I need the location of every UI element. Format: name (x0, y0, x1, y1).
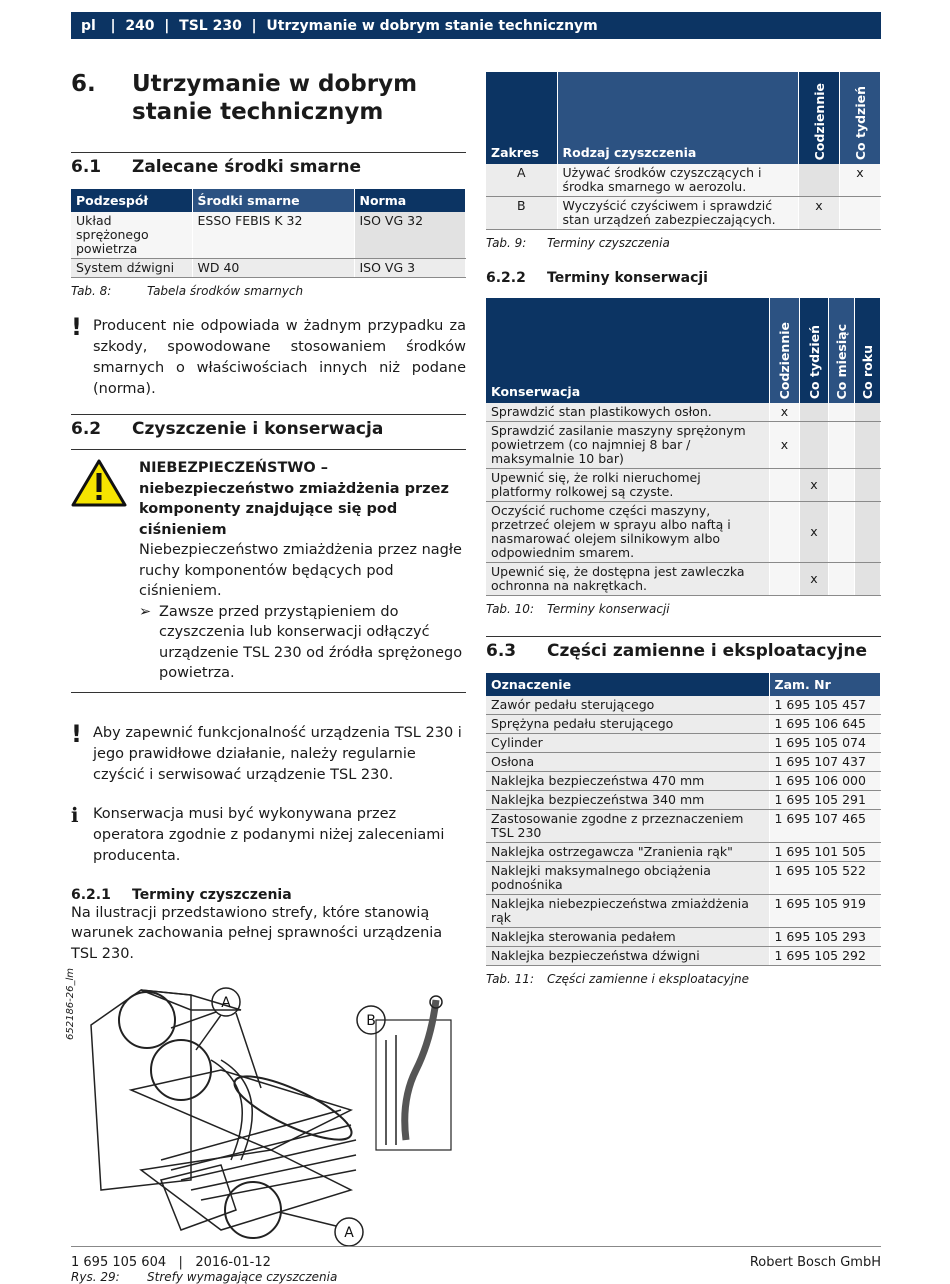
note-text: Aby zapewnić funkcjonalność urządzenia TSL 230 i jego prawidłowe działanie, należy regularnie czyścić i serwisować urządzenie TSL 230. (93, 724, 462, 783)
arrow-icon: ➢ (139, 603, 152, 620)
table-cell: Naklejki maksymalnego obciążenia podnośnika (486, 862, 769, 895)
caption-text: Terminy konserwacji (547, 602, 670, 616)
table-cell: 1 695 101 505 (769, 843, 881, 862)
table-cell: 1 695 105 457 (769, 696, 881, 715)
left-column (65, 60, 466, 1284)
table-cell (829, 469, 855, 502)
warning-triangle-icon (71, 458, 139, 684)
table-row (486, 810, 881, 843)
table-header (799, 72, 840, 164)
table-cell (800, 422, 829, 469)
table-row (486, 696, 881, 715)
table-cell: Naklejka bezpieczeństwa 340 mm (486, 791, 769, 810)
table-row (486, 502, 881, 563)
table-cell: x (840, 164, 881, 197)
figure-label-a: A (344, 1225, 354, 1241)
spare-parts-table (486, 673, 881, 966)
warning-text: Niebezpieczeństwo zmiażdżenia przez nagłe ruchy komponentów będących pod ciśnieniem. (139, 542, 462, 599)
table-cell: Oczyścić ruchome części maszyny, przetrzeć olejem w sprayu albo naftą i nasmarować olejem silnikowym albo odpowiednim smarem. (486, 502, 770, 563)
caution-note (71, 313, 466, 400)
table-row (486, 947, 881, 966)
section-number: 6.2.1 (71, 886, 111, 903)
table-cell: 1 695 106 645 (769, 715, 881, 734)
table-header-text: Co roku (860, 344, 875, 399)
section-title: Terminy konserwacji (547, 270, 708, 286)
section-number: 6. (71, 71, 96, 97)
section-title: Części zamienne i eksploatacyjne (547, 641, 867, 661)
table-cell: Cylinder (486, 734, 769, 753)
caption-label: Tab. 10: (486, 602, 534, 616)
table-cell: A (486, 164, 557, 197)
warning-body (139, 458, 466, 684)
table-cell (855, 563, 881, 596)
figure-label-b: B (366, 1013, 376, 1029)
caption-text: Terminy czyszczenia (547, 236, 670, 250)
table-header: Podzespół (71, 189, 192, 212)
footer-sep: | (170, 1255, 192, 1270)
table-cell: Układ sprężonego powietrza (71, 212, 192, 259)
table-cell: x (800, 469, 829, 502)
table-header (840, 72, 881, 164)
table-cell: Upewnić się, że dostępna jest zawleczka ochronna na nakrętkach. (486, 563, 770, 596)
table-cell: 1 695 107 437 (769, 753, 881, 772)
exclamation-icon: ! (71, 719, 82, 748)
table-header: Rodzaj czyszczenia (557, 72, 799, 164)
table-caption (71, 284, 466, 298)
table-row (486, 791, 881, 810)
table-cell (829, 422, 855, 469)
table-header-text: Co miesiąc (834, 323, 849, 399)
table-cell: Osłona (486, 753, 769, 772)
page-header (71, 12, 881, 39)
table-header (770, 298, 800, 403)
warning-title: NIEBEZPIECZEŃSTWO – niebezpieczeństwo zmiażdżenia przez komponenty znajdujące się pod ciśnieniem (139, 460, 449, 538)
table-cell: Upewnić się, że rolki nieruchomej platformy rolkowej są czyste. (486, 469, 770, 502)
table-cell: 1 695 105 291 (769, 791, 881, 810)
table-cell: x (800, 502, 829, 563)
header-sep: | (154, 17, 180, 34)
table-cell: Naklejka niebezpieczeństwa zmiażdżenia rąk (486, 895, 769, 928)
caption-label: Tab. 11: (486, 972, 534, 986)
table-caption (486, 602, 881, 616)
table-cell: x (770, 403, 800, 422)
table-cell: x (770, 422, 800, 469)
table-cell: Naklejka bezpieczeństwa dźwigni (486, 947, 769, 966)
table-cell: 1 695 107 465 (769, 810, 881, 843)
table-row (486, 715, 881, 734)
info-note (71, 804, 466, 867)
table-header: Zam. Nr (769, 673, 881, 696)
table-cell (770, 563, 800, 596)
table-caption (486, 972, 881, 986)
section-title: Terminy czyszczenia (132, 886, 292, 903)
table-cell: 1 695 105 919 (769, 895, 881, 928)
table-cell: ISO VG 32 (354, 212, 466, 259)
table-cell: Zawór pedału sterującego (486, 696, 769, 715)
table-cell: B (486, 197, 557, 230)
header-title: Utrzymanie w dobrym stanie technicznym (266, 17, 598, 34)
table-header: Konserwacja (486, 298, 770, 403)
table-row (486, 928, 881, 947)
table-cell: Sprawdzić stan plastikowych osłon. (486, 403, 770, 422)
table-cell: Naklejka bezpieczeństwa 470 mm (486, 772, 769, 791)
table-cell: Wyczyścić czyściwem i sprawdzić stan urządzeń zabezpieczających. (557, 197, 799, 230)
table-cell: x (800, 563, 829, 596)
table-cell: ISO VG 3 (354, 259, 466, 278)
table-row (486, 164, 881, 197)
caption-label: Tab. 9: (486, 236, 527, 250)
caption-text: Części zamienne i eksploatacyjne (547, 972, 749, 986)
section-6-2-2-heading (486, 270, 881, 286)
table-cell: 1 695 106 000 (769, 772, 881, 791)
table-cell (855, 422, 881, 469)
caption-text: Tabela środków smarnych (147, 284, 304, 298)
table-row (486, 422, 881, 469)
section-6-2-1-heading (71, 887, 466, 903)
section-6-heading (71, 70, 466, 126)
header-sep: | (241, 17, 267, 34)
table-header: Zakres (486, 72, 557, 164)
footer-company: Robert Bosch GmbH (749, 1255, 881, 1270)
table-cell: System dźwigni (71, 259, 192, 278)
table-row (486, 403, 881, 422)
table-cell (855, 469, 881, 502)
caption-text: Strefy wymagające czyszczenia (147, 1270, 338, 1284)
table-cell (855, 403, 881, 422)
table-header: Norma (354, 189, 466, 212)
caption-label: Tab. 8: (71, 284, 112, 298)
table-row (486, 895, 881, 928)
table-header (829, 298, 855, 403)
table-cell (855, 502, 881, 563)
lubricants-table (71, 189, 466, 278)
section-number: 6.1 (71, 157, 102, 177)
table-header: Środki smarne (192, 189, 354, 212)
table-header-text: Co tydzień (852, 85, 868, 160)
table-cell: x (799, 197, 840, 230)
section-title: Czyszczenie i konserwacja (132, 419, 384, 439)
maintenance-schedule-table (486, 298, 881, 596)
machine-illustration (71, 980, 466, 1260)
header-lang: pl (81, 17, 96, 34)
section-number: 6.2 (71, 419, 102, 439)
table-row (486, 469, 881, 502)
section-6-1-heading (71, 152, 466, 177)
table-cell: 1 695 105 293 (769, 928, 881, 947)
table-cell (770, 469, 800, 502)
table-header-text: Co tydzień (806, 324, 822, 399)
table-row (486, 753, 881, 772)
table-row (486, 734, 881, 753)
table-header: Oznaczenie (486, 673, 769, 696)
warning-action (139, 602, 466, 684)
table-cell: Zastosowanie zgodne z przeznaczeniem TSL 230 (486, 810, 769, 843)
warning-action-text: Zawsze przed przystąpieniem do czyszczenia lub konserwacji odłączyć urządzenie TSL 230 od źródła sprężonego powietrza. (159, 603, 463, 681)
section-title: Utrzymanie w dobrym stanie technicznym (132, 71, 418, 125)
figure-caption (71, 1270, 466, 1284)
table-cell (799, 164, 840, 197)
caution-note (71, 719, 466, 786)
table-row (486, 197, 881, 230)
table-header-text: Codziennie (777, 321, 792, 399)
right-column (486, 72, 881, 986)
table-header (800, 298, 829, 403)
table-header-text: Codziennie (811, 82, 827, 160)
table-cell (829, 502, 855, 563)
table-cell: WD 40 (192, 259, 354, 278)
table-row (486, 772, 881, 791)
table-row (486, 843, 881, 862)
table-caption (486, 236, 881, 250)
table-row (486, 563, 881, 596)
table-cell (770, 502, 800, 563)
page-footer (71, 1246, 881, 1270)
exclamation-icon: ! (71, 313, 82, 341)
table-cell: 1 695 105 074 (769, 734, 881, 753)
table-row (71, 212, 466, 259)
table-row (486, 862, 881, 895)
section-text: Na ilustracji przedstawiono strefy, które stanowią warunek zachowania pełnej sprawności urządzenia TSL 230. (71, 904, 443, 962)
note-text: Konserwacja musi być wykonywana przez operatora zgodnie z podanymi niżej zaleceniami producenta. (93, 805, 445, 864)
footer-doc-number: 1 695 105 604 (71, 1255, 167, 1270)
table-cell: 1 695 105 292 (769, 947, 881, 966)
table-cell (829, 563, 855, 596)
footer-date: 2016-01-12 (195, 1255, 271, 1270)
table-header (855, 298, 881, 403)
table-cell: Sprawdzić zasilanie maszyny sprężonym powietrzem (co najmniej 8 bar / maksymalnie 10 bar) (486, 422, 770, 469)
table-cell: Używać środków czyszczących i środka smarnego w aerozolu. (557, 164, 799, 197)
header-sep: | (95, 17, 126, 34)
table-cell: Sprężyna pedału sterującego (486, 715, 769, 734)
header-model: TSL 230 (179, 17, 242, 34)
section-number: 6.3 (486, 641, 517, 661)
table-cell (840, 197, 881, 230)
table-cell: Naklejka sterowania pedałem (486, 928, 769, 947)
table-cell: Naklejka ostrzegawcza "Zranienia rąk" (486, 843, 769, 862)
footer-left (71, 1255, 271, 1270)
section-6-3-heading (486, 636, 881, 661)
cleaning-schedule-table (486, 72, 881, 230)
cleaning-zones-figure (65, 967, 466, 1260)
note-text: Producent nie odpowiada w żadnym przypadku za szkody, spowodowane stosowaniem środków smarnych o właściwościach innych niż podane (norma). (93, 318, 466, 397)
figure-label-a: A (221, 995, 231, 1011)
header-page: 240 (125, 17, 155, 34)
table-cell: ESSO FEBIS K 32 (192, 212, 354, 259)
table-cell (800, 403, 829, 422)
table-row (71, 259, 466, 278)
section-title: Zalecane środki smarne (132, 157, 361, 177)
table-cell: 1 695 105 522 (769, 862, 881, 895)
section-6-2-heading (71, 414, 466, 439)
info-icon: ℹ (71, 802, 79, 827)
danger-warning (71, 449, 466, 693)
table-cell (829, 403, 855, 422)
caption-label: Rys. 29: (71, 1270, 120, 1284)
section-number: 6.2.2 (486, 270, 526, 286)
figure-id: 652186-26_lm (65, 967, 76, 1040)
